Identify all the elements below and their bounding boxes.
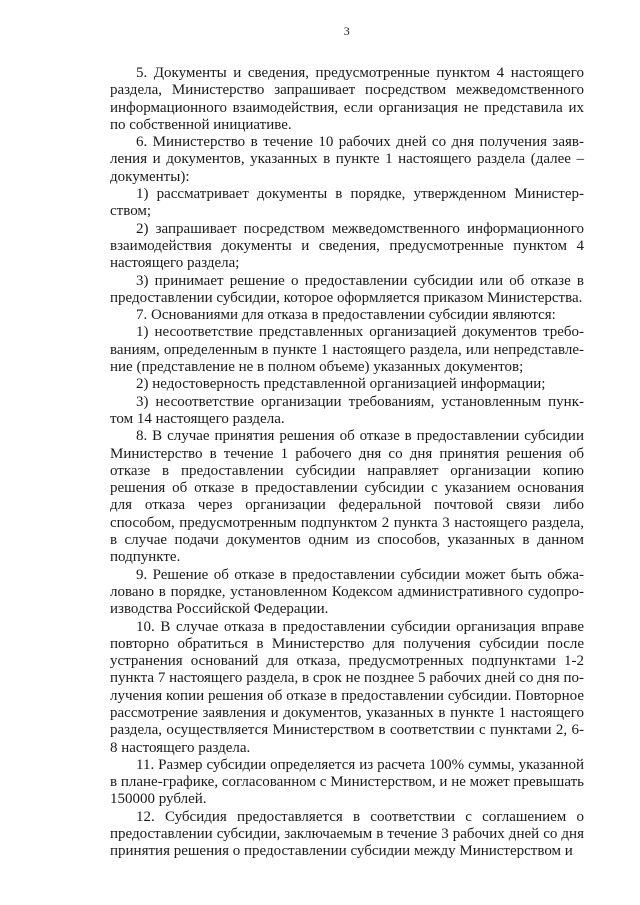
paragraph-6-item-1: 1) рассматривает документы в порядке, утвержденном Министерством; <box>110 186 584 220</box>
paragraph-6-item-3: 3) принимает решение о предоставлении субсидии или об отказе в предоставлении субсидии, которое оформляется приказом Министерства. <box>110 272 584 306</box>
paragraph-7-item-2: 2) недостоверность представленной организацией информации; <box>136 376 546 393</box>
paragraph-7-item-3: 3) несоответствие организации требованиям, установленным пунктом 14 настоящего раздела. <box>110 393 584 427</box>
paragraph-7: 7. Основаниями для отказа в предоставлении субсидии являются: <box>136 307 556 324</box>
paragraph-10: 10. В случае отказа в предоставлении субсидии организация вправе повторно обратиться в Министерство для получения субсидии после устранения оснований для отказа, предусмотренных подпунктами 1-2 пункта 7 настоящего раздела, в срок не позднее 5 рабочих дней со дня получения копии решения об отказе в предоставлении субсидии. Повторное рассмотрение заявления и документов, указанных в пункте 1 настоящего раздела, осуществляется Министерством в соответствии с пунктами 2, 6-8 настоящего раздела. <box>110 618 584 756</box>
paragraph-9: 9. Решение об отказе в предоставлении субсидии может быть обжаловано в порядке, установленном Кодексом административного судопроизводства Российской Федерации. <box>110 566 584 618</box>
page-number: 3 <box>343 24 351 38</box>
paragraph-5: 5. Документы и сведения, предусмотренные пунктом 4 настоящего раздела, Министерство запрашивает посредством межведомственного информационного взаимодействия, если организация не представила их по собственной инициативе. <box>110 65 584 133</box>
paragraph-6: 6. Министерство в течение 10 рабочих дней со дня получения заявления и документов, указанных в пункте 1 настоящего раздела (далее – документы): <box>110 134 584 185</box>
paragraph-7-item-1: 1) несоответствие представленных организацией документов требованиям, определенным в пункте 1 настоящего раздела, или непредставление (представление не в полном объеме) указанных документов; <box>110 324 584 376</box>
paragraph-6-item-2: 2) запрашивает посредством межведомственного информационного взаимодействия документы и сведения, предусмотренные пунктом 4 настоящего раздела; <box>110 220 584 272</box>
paragraph-11: 11. Размер субсидии определяется из расчета 100% суммы, указанной в плане-графике, согласованном с Министерством, и не может превышать 150000 рублей. <box>110 756 584 808</box>
paragraph-12: 12. Субсидия предоставляется в соответствии с соглашением о предоставлении субсидии, заключаемым в течение 3 рабочих дней со дня принятия решения о предоставлении субсидии между Министерством и <box>110 808 584 860</box>
paragraph-8: 8. В случае принятия решения об отказе в предоставлении субсидии Министерство в течение 1 рабочего дня со дня принятия решения об отказе в предоставлении субсидии направляет организации копию решения об отказе в предоставлении субсидии с указанием основания для отказа через организации федеральной почтовой связи либо способом, предусмотренным подпунктом 2 пункта 3 настоящего раздела, в случае подачи документов одним из способов, указанных в данном подпункте. <box>110 428 584 566</box>
